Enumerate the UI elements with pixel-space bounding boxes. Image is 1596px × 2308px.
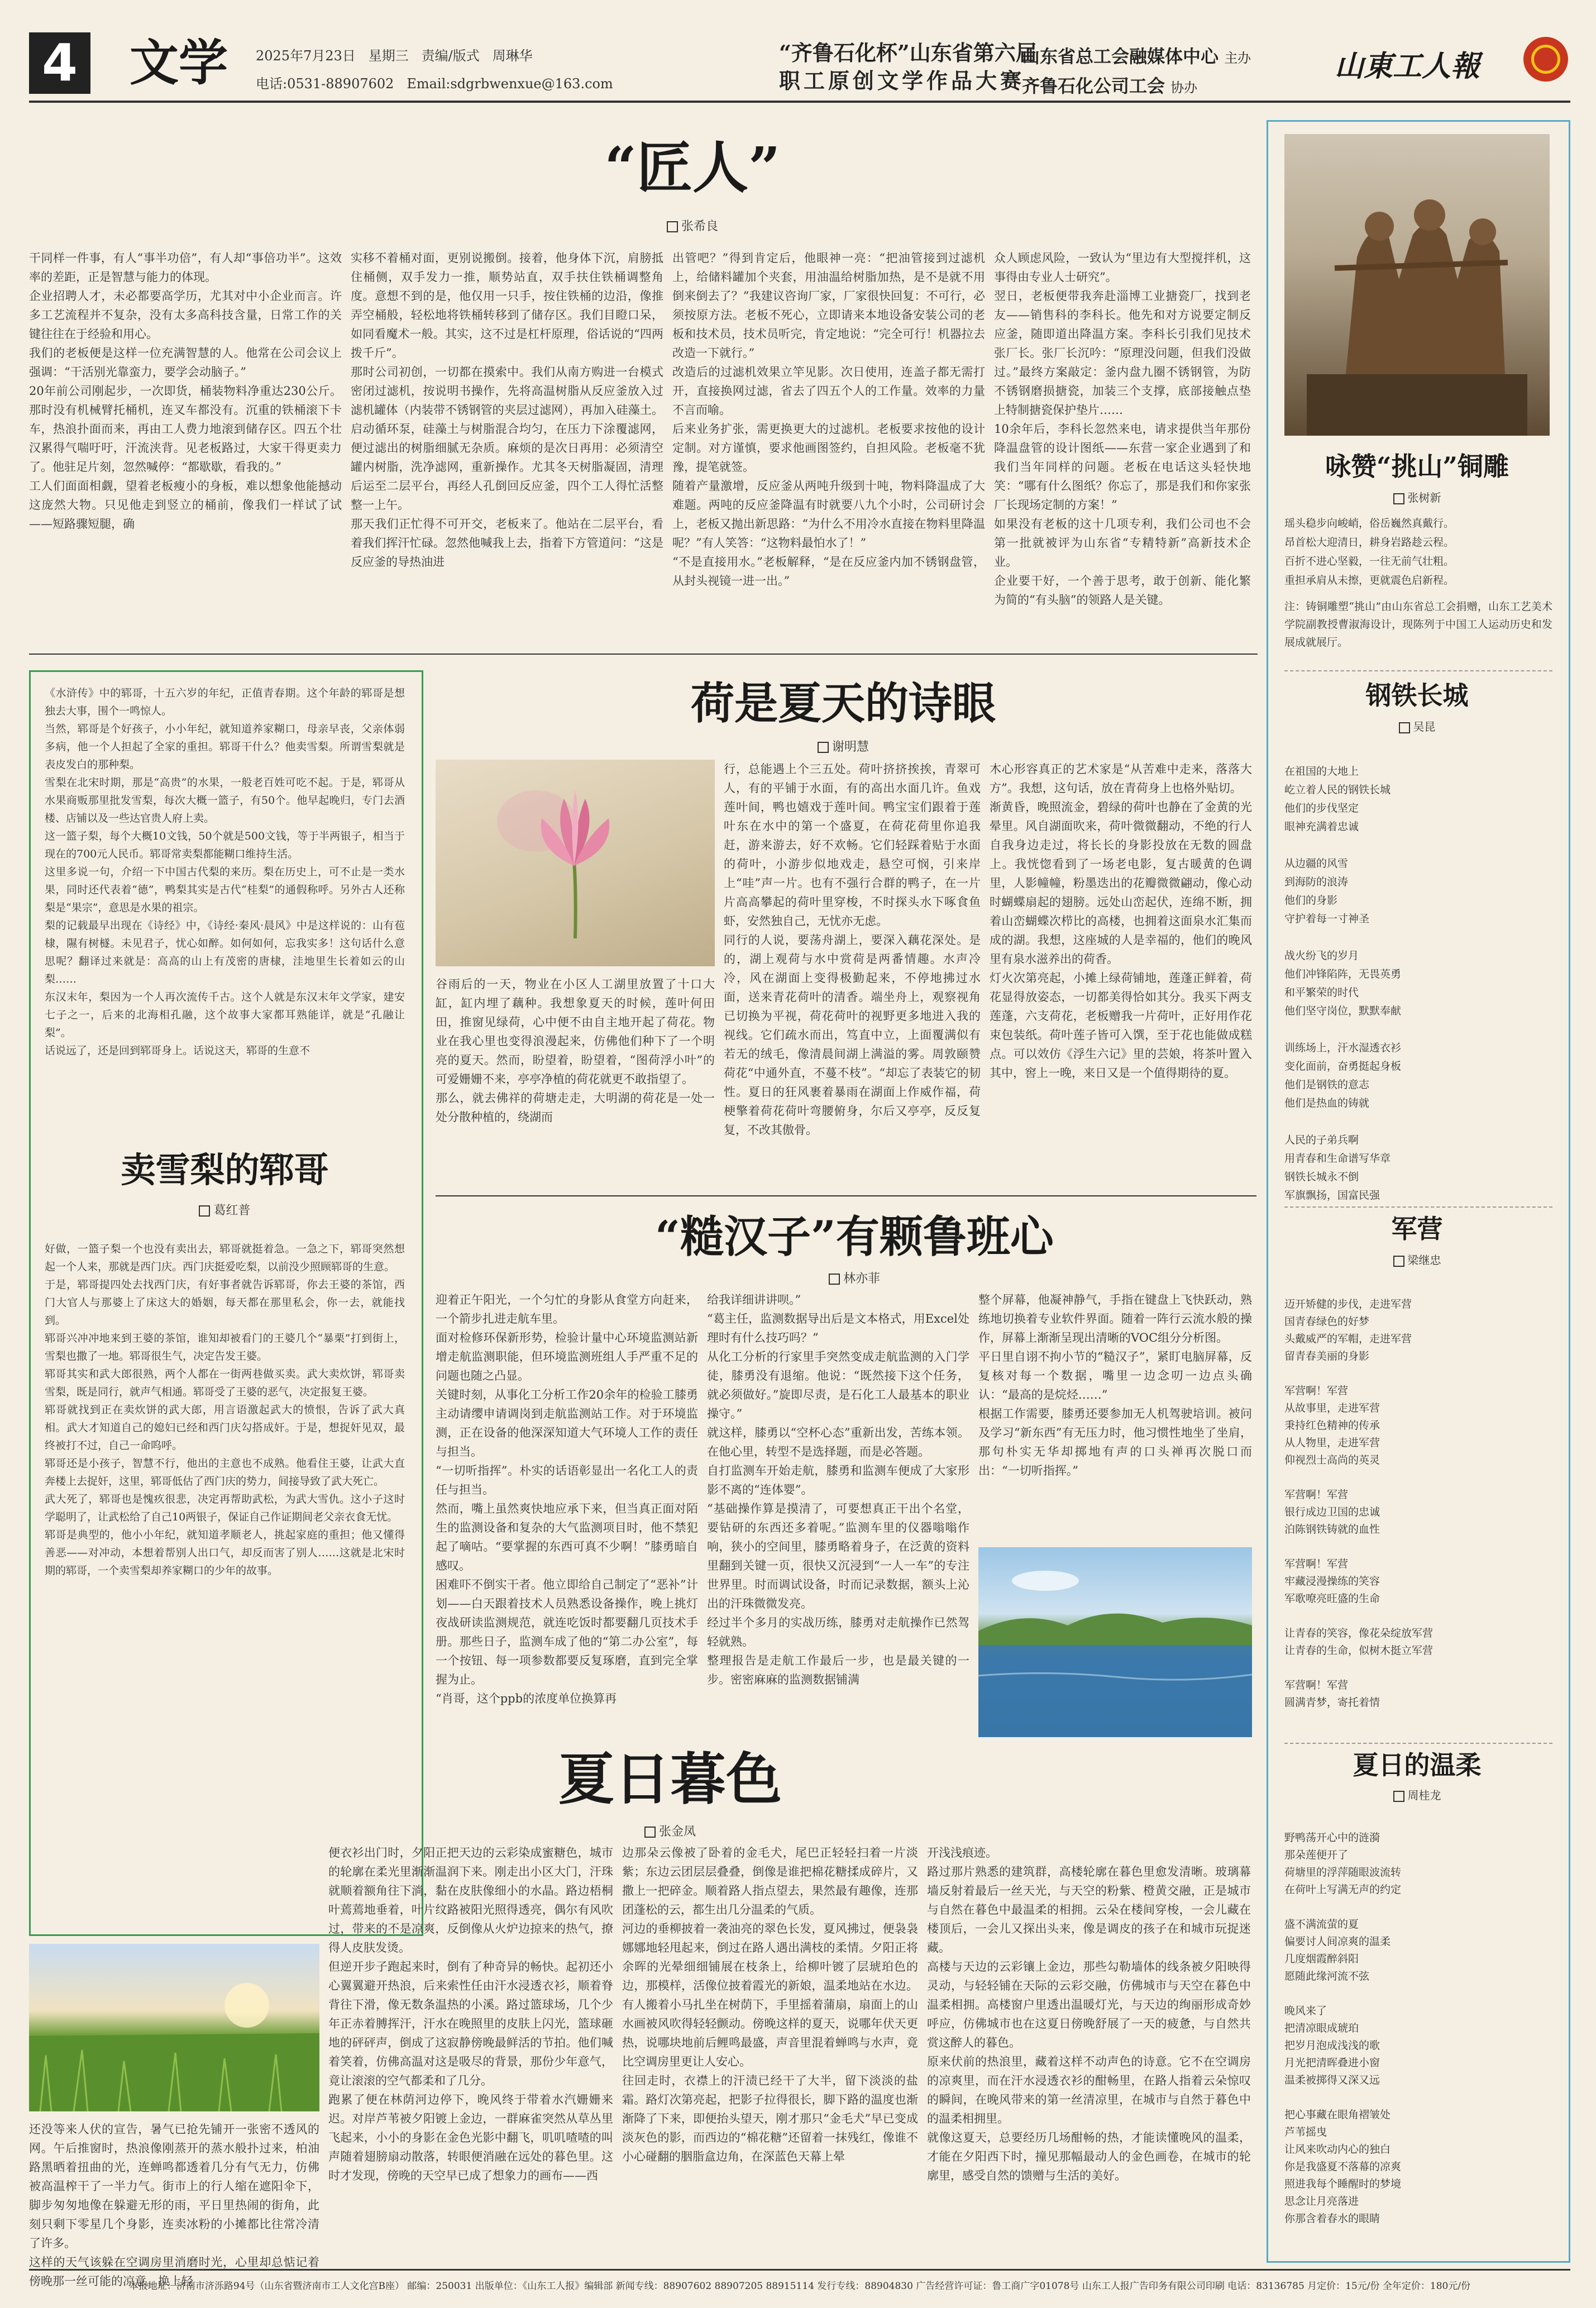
sidebar-divider-2 — [1284, 1207, 1552, 1208]
byline-tiaoshan: 张树新 — [1279, 489, 1555, 505]
article-lotus-col-2: 行，总能遇上个三五处。荷叶挤挤挨挨，青翠可人，有的平铺于水面，有的高出水面几许。鱼戏莲叶间，鸭也嬉戏于莲叶间。鸭宝宝们跟着于莲叶东在水中的第一个盛夏，在荷花荷里你追我赶，游来游去，好不欢畅。它们轻踩着贴于水面的荷叶，小游步似地戏走，悬空可悯，引来岸上“哇”声一片。也有不强行合群的鸭子，在一片片高高攀起的荷叶里穿梭，不时探头水下啄食鱼虾，安然独自己，无忧亦无虑。 同行的人说，要荡舟湖上，要深入藕花深处。是的，湖上观荷与水中赏荷是两番情趣。水声冷冷，风在湖面上变得极勤起来，不停地拂过水面，送来青花荷叶的清香。端坐舟上，观察视角已切换为平视，荷花荷叶的视野更多地进入我的视线。它们疏水而出，笃直中立，上面覆满似有若无的绒毛，像清晨间湖上满溢的雾。周敦颐赞荷花“中通外直，不蔓不枝”。“却忘了表装它的韧性。夏日的狂风裹着暴雨在湖面上作威作福，荷梗擎着荷花荷叶弯腰俯身，尔后又亭亭，反反复复，不改其傲骨。 — [724, 762, 981, 1137]
poem-title-wennuan: 夏日的温柔 — [1353, 1750, 1482, 1780]
poem-title-junying: 军营 — [1391, 1214, 1443, 1244]
bronze-statue-photo — [1284, 134, 1550, 436]
lotus-photo — [436, 760, 715, 966]
article-title-caohanzi: “糙汉子”有颗鲁班心 — [655, 1212, 1054, 1262]
article-lotus-col-3: 木心形容真正的艺术家是“从苦难中走来，落落大方”。我想，这句话，放在青荷身上也格外贴切。 渐黄昏，晚照流金，碧绿的荷叶也静在了金黄的光晕里。风自湖面吹来，荷叶微微翻动，不绝的行人自我身边走过，将长长的身影投放在无数的圆盘上。我恍惚看到了一场老电影，复古暖黄的色调里，人影幢幢，粉墨迭出的花瓣微微翩动，像心动时蝴蝶扇起的翅膀。远处山峦起伏，连绵不断，拥着山峦蝴蝶次栉比的高楼，也拥着这面泉水汇集而成的湖。我想，这座城的人是幸福的，他们的晚风里有泉水滋养出的荷香。 灯火次第亮起，小摊上绿荷铺地，莲蓬正鲜着，荷花显得放姿态，一切都美得恰如其分。我买下两支莲蓬，六支荷花，老板赠我一片荷叶，正好用作花束包装纸。荷叶莲子皆可入馔，至于花也能做成糕点。可以效仿《浮生六记》里的芸娘，将茶叶置入其中，窖上一晚，来日又是一个值得期待的夏。 — [990, 762, 1252, 1080]
poem-title-gangtie: 钢铁长城 — [1365, 680, 1469, 710]
issue-weekday: 星期三 — [368, 48, 409, 64]
masthead — [0, 0, 1596, 103]
article-xueli-top: 《水浒传》中的郓哥，十五六岁的年纪，正值青春期。这个年龄的郓哥是想独去大事，围个一鸣惊人。 当然，郓哥是个好孩子，小小年纪，就知道养家糊口，母亲早丧，父亲体弱多病，他一个人担起了全家的重担。郓哥干什么？他卖雪梨。所谓雪梨就是表皮发白的那种梨。 雪梨在北宋时期，那是“高贵”的水果，一般老百姓可吃不起。于是，郓哥从水果商贩那里批发雪梨，每次大概一篮子，有50个。他早起晚归，专门去酒楼、店铺以及一些达官贵人府上卖。 这一篮子梨，每个大概10文钱，50个就是500文钱，等于半两银子，相当于现在的700元人民币。郓哥常卖梨都能糊口维持生活。 这里多说一句，介绍一下中国古代梨的来历。梨在历史上，可不止是一类水果，同时还代表着“德”，鸭梨其实是古代“桂梨”的通假称呼。另外古人还称梨是“果宗”，意思是水果的祖宗。 梨的记载最早出现在《诗经》中，《诗经·秦风·晨风》中是这样说的：山有苞棣，隰有树檖。未见君子，忧心如醉。如何如何，忘我实多！这句话什么意思呢？翻译过来就是：高高的山上有茂密的唐棣，洼地里生长着如云的山梨…… 东汉末年，梨因为一个人再次流传千古。这个人就是东汉末年文学家，建安七子之一，后来的北海相孔融，这个故事大家都耳熟能详，就是“孔融让梨”。 话说远了，还是回到郓哥身上。话说这天，郓哥的生意不 — [45, 687, 405, 1057]
issue-info — [256, 45, 533, 64]
article-jiangren-col-3: 出管吧？”得到肯定后，他眼神一亮：“把油管接到过滤机上，给储料罐加个夹套，用油温给树脂加热，是不是就不用倒来倒去了？”我建议咨询厂家，厂家很快回复：不可行，必须按原方法。老板不死心，立即请来本地设备安装公司的老板和技术员，技术员听完，肯定地说：“完全可行！机器拉去改造一下就行。” 改造后的过滤机效果立竿见影。次日使用，连盖子都无需打开，直接换网过滤，省去了四五个人的工作量。效率的力量不言而喻。 后来业务扩张，需更换更大的过滤机。老板要求按他的设计定制。对方谨慎，要求他画图签约，自担风险。老板毫不犹豫，提笔就签。 随着产量激增，反应釜从两吨升级到十吨，物料降温成了大难题。两吨的反应釜降温有时就要八九个小时，公司研讨会上，老板又抛出新思路：“为什么不用冷水直接在物料里降温呢？”有人笑答：“这物料最怕水了！” “不是直接用水。”老板解释，“是在反应釜内加不锈钢盘管，从封头视镜一进一出。” — [672, 251, 985, 588]
masthead-rule — [29, 101, 1570, 103]
issue-date: 2025年7月23日 — [256, 48, 356, 64]
sunset-field-photo — [29, 1944, 319, 2111]
section-rule-1 — [29, 654, 1258, 655]
newspaper-logo: 山東工人報 — [1335, 49, 1480, 83]
article-title-xueli: 卖雪梨的郓哥 — [121, 1150, 329, 1190]
editor-label: 责编/版式 — [421, 48, 480, 64]
union-emblem-icon — [1523, 37, 1568, 82]
article-caohanzi-col-2: 给我详细讲讲呗。” “葛主任，监测数据导出后是文本格式，用Excel处理时有什么技巧吗？” 从化工分析的行家里手突然变成走航监测的入门学徒，膝勇没有退缩。他说：“既然接下这个任务，就必须做好。”旋即尽责，是石化工人最基本的职业操守。” 就这样，膝勇以“空杯心态”重新出发，苦练本领。在他心里，转型不是选择题，而是必答题。 自打监测车开始走航，膝勇和监测车便成了大家形影不离的“连体婴”。 “基础操作算是摸清了，可要想真正干出个名堂，要钻研的东西还多着呢。”监测车里的仪器嗡嗡作响，狭小的空间里，膝勇略着身子，在泛黄的资料里翻到关键一页，很快又沉浸到“一人一车”的专注世界里。时而调试设备，时而记录数据，额头上沁出的汗珠微微发亮。 经过半个多月的实战历练，膝勇对走航操作已然驾轻就熟。 整理报告是走航工作最后一步，也是最关键的一步。密密麻麻的监测数据铺满 — [707, 1293, 969, 1686]
article-xiari-col-4: 开浅浅痕迹。 路过那片熟悉的建筑群，高楼轮廓在暮色里愈发清晰。玻璃幕墙反射着最后一丝天光，与天空的粉紫、橙黄交融，正是城市与自然在暮色中最温柔的相拥。云朵在楼间穿梭，一会儿藏在楼顶后，一会儿又探出头来，像是调皮的孩子在和城市玩捉迷藏。 高楼与天边的云彩镶上金边，那些勾勒墙体的线条被夕阳映得灵动，与轻轻铺在天际的云彩交融，仿佛城市与天空在暮色中温柔相拥。高楼窗户里透出温暖灯光，与天边的绚丽形成奇妙呼应，仿佛城市也在这夏日傍晚舒展了一天的疲惫，与自然共赏这醉人的暮色。 原来伏前的热浪里，藏着这样不动声色的诗意。它不在空调房的凉爽里，而在汗水浸透衣衫的酣畅里，在路人指着云朵惊叹的瞬间，在晚风带来的第一丝清凉里，在城市与自然于暮色中的温柔相拥里。 就像这夏天，总要经历几场酣畅的热，才能读懂晚风的温柔，才能在夕阳西下时，撞见那幅最动人的金色画卷，在城市的轮廓里，感受自然的馈赠与生活的美好。 — [927, 1846, 1251, 2182]
sidebar-divider-3 — [1284, 1743, 1552, 1744]
article-lotus-col-1: 谷雨后的一天，物业在小区人工湖里放置了十口大缸，缸内埋了藕种。我想象夏天的时候，莲叶何田田，推窗见绿荷，心中便不由自主地开起了荷花。物业在我心里也变得浪漫起来，仿佛他们种下了一个明亮的夏天。然而，盼望着，盼望着，“图荷浮小叶”的可爱姗姗不来，亭亭净植的荷花就更不敢指望了。 那么，就去佛祥的荷塘走走，大明湖的荷花是一处一处分散种植的，绕湖而 — [436, 977, 715, 1124]
poem-junying: 迈开矫健的步伐，走进军营 国青春绿色的好梦 头戴威严的军帽，走进军营 留青春美丽的身影 军营啊！军营 从故事里，走进军营 秉持红色精神的传承 从人物里，走进军营 仰视烈士高尚的英灵 军营啊！军营 银行成边卫国的忠诚 泊陈钢铁铸就的血性 军营啊！军营 牢藏浸漫操练的笑容 军歌嘹亮旺盛的生命 让青春的笑容，像花朵绽放军营 让青春的生命，似树木挺立军营 军营啊！军营 圆满青梦，寄托着情 — [1284, 1298, 1433, 1709]
byline-junying: 梁继忠 — [1279, 1251, 1555, 1267]
byline-xiari: 张金凤 — [558, 1822, 782, 1839]
poem-tiaoshan: 瑶头稳步向峻峭，俗岳巍然真戴行。 昂首松大迎清日，耕身岩路趁云程。 百折不进心坚毅，一往无前气壮粗。 重担承肩从未擦，更就震色启新程。 — [1284, 517, 1455, 586]
contest-line-1: “齐鲁石化杯”山东省第六届 — [779, 40, 1037, 65]
byline-xueli: 葛红普 — [45, 1201, 405, 1218]
byline-jiangren: 张希良 — [581, 217, 804, 234]
contest-hosts — [1022, 42, 1251, 102]
contest-line-2: 职工原创文学作品大赛 — [779, 68, 1025, 93]
section-rule-2 — [436, 1195, 1256, 1196]
article-title-jiangren: “匠人” — [604, 135, 781, 201]
section-title: 文学 — [130, 34, 228, 92]
footer-rule — [29, 2269, 1570, 2271]
cohost-role: 协办 — [1170, 80, 1198, 96]
article-xueli-bottom: 好做，一篮子梨一个也没有卖出去，郓哥就挺着急。一急之下，郓哥突然想起一个人来，那就是西门庆。西门庆挺爱吃梨，以前没少照顾郓哥的生意。 于是，郓哥提四处去找西门庆，有好事者就告诉郓哥，你去王婆的茶馆，西门大官人与那婆上了床这大的婚姻，每天都在那里私会，你一去，就能找到。 郓哥兴冲冲地来到王婆的茶馆，谁知却被看门的王婆几个“暴栗”打到街上，雪梨也撒了一地。郓哥很生气，决定告发王婆。 郓哥其实和武大郎很熟，两个人都在一街两巷做买卖。武大卖炊饼，郓哥卖雪梨，既是同行，就声气相通。郓哥受了王婆的恶气，决定报复王婆。 郓哥就找到正在卖炊饼的武大郎，用言语激起武大的愤恨，告诉了武大真相。武大才知道自己的媳妇已经和西门庆勾搭成奸。于是，想捉奸见双，最终被打不过，自己一命呜呼。 郓哥还是小孩子，智慧不行，他出的主意也不成熟。他看住王婆，让武大直奔楼上去捉奸，这里，郓哥低估了西门庆的势力，间接导致了武大死亡。 武大死了，郓哥也是愧疚很悲，决定再帮助武松，为武大雪仇。这小子这时学聪明了，让武松给了自己10两银子，保证自己作证期间老父亲衣食无忧。 郓哥是典型的，他小小年纪，就知道孝顺老人，挑起家庭的重担；他又懂得善恶——对冲动，本想着帮别人出口气，却反而害了别人……这就是北宋时期的郓哥，一个卖雪梨却养家糊口的少年的故事。 — [45, 1243, 405, 1577]
poem-tiaoshan-note: 注：铸铜雕塑“挑山”由山东省总工会捐赠，山东工艺美术学院副教授曹淑海设计，现陈列于中国工人运动历史和发展成就展厅。 — [1284, 600, 1552, 648]
editor-name: 周琳华 — [492, 48, 533, 64]
article-jiangren-col-2: 实移不着桶对面，更别说搬倒。接着，他身体下沉，肩膀抵住桶侧，双手发力一推，顺势站直，双手扶住铁桶调整角度。意想不到的是，他仅用一只手，按住铁桶的边沿，像推弄空桶般，轻松地将铁桶转移到了储存区。我们目瞪口呆，如同看魔术一般。其实，这不过是杠杆原理，俗话说的“四两拨千斤”。 那时公司初创，一切都在摸索中。我们从南方购进一台模式密闭过滤机，按说明书操作，先将高温树脂从反应釜放入过滤机罐体（内装带不锈钢管的夹层过滤网），再加入硅藻土。启动循环泵，硅藻土与树脂混合均匀，在压力下涂覆滤网，便过滤出的树脂细腻无杂质。麻烦的是次日再用：必须清空罐内树脂，洗净滤网，重新操作。尤其冬天树脂凝固，清理后运至二层平台，再经人孔倒回反应釜，四个工人得忙活整整一上午。 那天我们正忙得不可开交，老板来了。他站在二层平台，看着我们挥汗忙碌。忽然他喊我上去，指着下方管道问：“这是反应釜的导热油进 — [351, 251, 663, 569]
lotus-flower-icon — [436, 760, 715, 966]
email: Email:sdgrbwenxue@163.com — [407, 76, 613, 92]
lake-scene-icon — [978, 1547, 1252, 1737]
byline-lotus: 谢明慧 — [732, 737, 955, 755]
article-title-lotus: 荷是夏天的诗眼 — [690, 678, 996, 729]
article-jiangren-col-4: 众人顾虑风险，一致认为“里边有大型搅拌机，这事得由专业人士研究”。 翌日，老板便带我奔赴淄博工业搪瓷厂，找到老友——销售科的李科长。他先和对方说要定制反应釜，随即道出降温方案。李科长引我们见技术张厂长。张厂长沉吟：“原理没问题，但我们没做过。”最终方案敲定：釜内盘九圈不锈钢管，为防不锈钢磨损搪瓷，加装三个支撑，底部接触点垫上特制搪瓷保护垫片…… 10余年后，李科长忽然来电，请求提供当年那份降温盘管的设计图纸——东营一家企业遇到了和我们当年同样的问题。老板在电话这头轻快地笑：“哪有什么图纸？你忘了，那是我们和你家张厂长现场定制的方案！” 如果没有老板的这十几项专利，我们公司也不会第一批就被评为山东省“专精特新”高新技术企业。 企业要干好，一个善于思考，敢于创新、能化繁为简的“有头脑”的领路人是关键。 — [994, 251, 1251, 607]
statue-icon — [1284, 134, 1550, 436]
article-xiari-col-2: 便衣衫出门时，夕阳正把天边的云彩染成蜜糖色，城市的轮廓在柔光里渐渐温润下来。刚走出小区大门，汗珠就顺着额角往下淌，黏在皮肤像细小的水晶。路边梧桐叶蔫蔫地垂着，叶片纹路被阳光照得透亮，偶尔有风吹过，带来的不是凉爽，反倒像从火炉边掠来的热气，撩得人皮肤发烫。 但逆开步子跑起来时，倒有了种奇异的畅快。起初还小心翼翼避开热浪，后来索性任由汗水浸透衣衫，顺着脊背往下滑，像无数条温热的小溪。路过篮球场，几个少年正赤着膊挥汗，汗水在晚照里的皮肤上闪光，篮球砸地的砰砰声，倒成了这寂静傍晚最鲜活的节拍。他们喊着笑着，仿佛高温对这是吸尽的背景，那份少年意气，竟让滚滚的空气都柔和了几分。 跑累了便在林荫河边停下，晚风终于带着水汽姗姗来迟。对岸芦苇被夕阳镀上金边，一群麻雀突然从草丛里飞起来，小小的身影在金色光影中翻飞，叽叽喳喳的叫声随着翅膀扇动散落，转眼便消融在远处的暮色里。这时才发现，傍晚的天空早已成了想象力的画布——西 — [328, 1846, 613, 2182]
byline-wennuan: 周桂龙 — [1279, 1786, 1555, 1802]
poem-gangtie: 在祖国的大地上 屹立着人民的钢铁长城 他们的步伐坚定 眼神充满着忠诚 从边疆的风雪 到海防的浪涛 他们的身影 守护着每一寸神圣 战火纷飞的岁月 他们冲锋陷阵，无畏英勇 和平繁荣的时代 他们坚守岗位，默默奉献 训练场上，汗水湿透衣衫 变化面前，奋勇挺起身板 他们是钢铁的意志 他们是热血的铸就 人民的子弟兵啊 用青春和生命谱写华章 钢铁长城永不倒 军旗飘扬，国富民强 — [1284, 765, 1402, 1201]
contact-info — [256, 73, 613, 92]
page-number-box: 4 — [29, 32, 90, 94]
grass-field-icon — [29, 1944, 319, 2111]
host-name: 山东省总工会融媒体中心 — [1022, 46, 1219, 67]
byline-gangtie: 吴昆 — [1279, 718, 1555, 734]
article-caohanzi-col-3: 整个屏幕，他凝神静气，手指在键盘上飞快跃动，熟练地切换着专业软件界面。随着一阵行云流水般的操作，屏幕上渐渐呈现出清晰的VOC组分分析图。 平日里自诩不拘小节的“糙汉子”，紧盯电脑屏幕，反复核对每一个数据，嘴里一边念叨一边点头确认：“最高的是烷烃……” 根据工作需要，膝勇还要参加无人机驾驶培训。被问及学习“新东西”有无压力时，他习惯性地坐了坐肩，那句朴实无华却掷地有声的口头禅再次脱口而出：“一切听指挥。” — [978, 1293, 1252, 1477]
poem-wennuan: 野鸭荡开心中的涟漪 那朵莲便开了 荷塘里的浮萍随眼波流转 在荷叶上写满无声的约定 盛不满流萤的夏 偏要讨人间凉爽的温柔 几度烟霞醉斜阳 愿随此缘河流不弦 晚风来了 把清凉眼成琥珀 把岁月泡成浅浅的歌 月光把清晖叠进小窗 温柔被掷得又深又远 把心事藏在眼角褶皱处 芦苇摇曳 让风来吹动内心的独白 你是我盛夏不落幕的凉爽 照进我每个睡醒时的梦境 思念让月亮落进 你那含着春水的眼睛 — [1284, 1832, 1402, 2225]
article-xiari-col-1: 还没等来人伏的宣告，暑气已抢先铺开一张密不透风的网。午后推窗时，热浪像刚蒸开的蒸水般扑过来，柏油路黑晒着扭曲的光，连蝉鸣都透着几分有气无力，仿佛被高温榨干了一半力气。街市上的行人缩在遮阳伞下，脚步匆匆地像在躲避无形的雨，平日里热闹的街角，此刻只剩下零星几个身影，连卖冰粉的小摊都比往常冷清了许多。 这样的天气该躲在空调房里消磨时光，心里却总惦记着傍晚那一丝可能的凉意。换上轻 — [29, 2123, 319, 2288]
phone: 电话:0531-88907602 — [256, 76, 394, 92]
byline-caohanzi: 林亦菲 — [743, 1269, 966, 1286]
lake-photo — [978, 1547, 1252, 1737]
article-caohanzi-col-1: 迎着正午阳光，一个匀忙的身影从食堂方向赶来，一个箭步扎进走航车里。 面对检修环保新形势，检验计量中心环境监测站新增走航监测职能，但环境监测班组人手严重不足的问题也随之凸显。 关键时刻，从事化工分析工作20余年的检验工膝勇主动请缨申请调岗到走航监测站工作。对于环境监测，正在设备的他深深知道大气环境人工作的责任与担当。 “一切听指挥”。朴实的话语彰显出一名化工人的责任与担当。 然而，嘴上虽然爽快地应承下来，但当真正面对陌生的监测设备和复杂的大气监测项目时，他不禁犯起了嘀咕。“要掌握的东西可真不少啊！”膝勇暗自感叹。 困难吓不倒实干者。他立即给自己制定了“恶补”计划——白天跟着技术人员熟悉设备操作，晚上挑灯夜战研读监测规范，就连吃饭时都要翻几页技术手册。那些日子，监测车成了他的“第二办公室”，每一个按钮、每一项参数都要反复琢磨，直到完全掌握为止。 “肖哥，这个ppb的浓度单位换算再 — [436, 1293, 698, 1705]
article-xiari-col-3: 边那朵云像被了卧着的金毛犬，尾巴正轻轻扫着一片淡紫；东边云团层层叠叠，倒像是谁把棉花糖揉成碎片，又撒上一把碎金。顺着路人指点望去，果然最有趣像，连那团蓬松的云，都生出几分温柔的气质。 河边的垂柳披着一袭油亮的翠色长发，夏风拂过，便袅袅娜娜地轻甩起来，倒过在路人遇出满枝的柔情。夕阳正将余晖的光晕细细铺展在枝条上，给柳叶镀了层琥珀色的边，那模样，活像位披着霞光的新娘，温柔地站在水边。有人搬着小马扎坐在树荫下，手里摇着蒲扇，扇面上的山水画被风吹得轻轻颤动。傍晚这样的夏天，说哪年伏天更热，说哪块地前后鲤鸣最盛，声音里混着蝉鸣与水声，竟比空调房里更让人安心。 往回走时，衣襟上的汗渍已经干了大半，留下淡淡的盐霜。路灯次第亮起，把影子拉得很长，脚下路的温度也渐渐降了下来，即便抬头望天，刚才那只“金毛犬”早已变成淡灰色的影，而西边的“棉花糖”还留着一抹残红，像谁不小心碰翻的胭脂盒边角，在深蓝色天幕上晕 — [622, 1846, 918, 2163]
cohost-name: 齐鲁石化公司工会 — [1022, 75, 1165, 97]
poem-title-tiaoshan: 咏赞“挑山”铜雕 — [1325, 451, 1509, 481]
host-role: 主办 — [1224, 50, 1251, 66]
article-title-xiari: 夏日暮色 — [558, 1746, 782, 1812]
footer-imprint: 本报地址：济南市济泺路94号（山东省暨济南市工人文化宫B座） 邮编：250031 出版单位：《山东工人报》编辑部 新闻专线：88907602 88907205 88915114 发行专线：88904830 广告经营许可证：鲁工商广字01078号 山东工人报广告印务有限公司印刷 电话：83136785 月定价：15元/份 全年定价：180元/份 — [128, 2281, 1471, 2292]
sidebar-divider-1 — [1284, 670, 1552, 672]
article-jiangren-col-1: 干同样一件事，有人“事半功倍”，有人却“事倍功半”。这效率的差距，正是智慧与能力的体现。 企业招聘人才，未必都要高学历，尤其对中小企业而言。许多工艺流程并不复杂，没有太多高科技含量，日常工作的关键往往在于经验和用心。 我们的老板便是这样一位充满智慧的人。他常在公司会议上强调：“干活别光靠蛮力，要学会动脑子。” 20年前公司刚起步，一次即货，桶装物料净重达230公斤。那时没有机械臂托桶机，连叉车都没有。沉重的铁桶滚下卡车，热浪扑面而来，再由工人费力地滚到储存区。四五个壮汉累得气喘吁吁，汗流浃背。见老板路过，大家干得更卖力了。他驻足片刻，忽然喊停：“都歇歇，看我的。” 工人们面面相觑，望着老板瘦小的身板，难以想象他能撼动这庞然大物。只见他走到竖立的桶前，像我们一样试了试——短路骤短腿，确 — [29, 251, 342, 531]
contest-banner — [779, 39, 1037, 95]
